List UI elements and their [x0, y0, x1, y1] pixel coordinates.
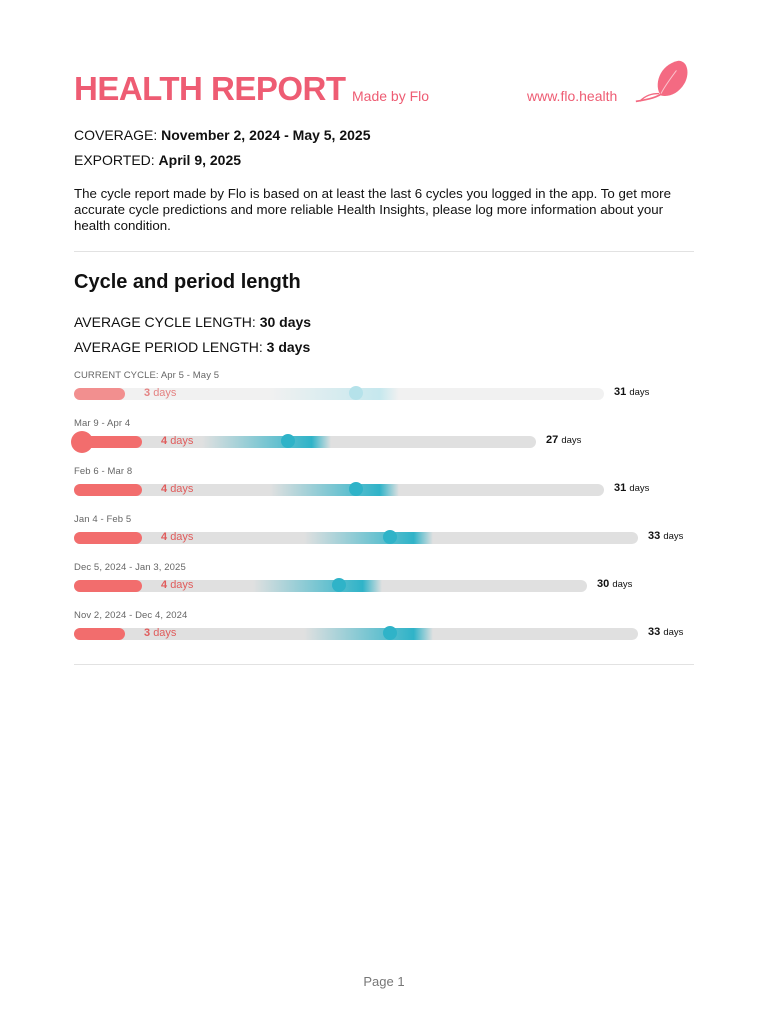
period-length-unit: days — [170, 579, 194, 591]
feather-logo-icon — [632, 56, 690, 108]
ovulation-dot — [383, 530, 397, 544]
avg-period-length — [74, 339, 310, 355]
cycle-row — [74, 610, 694, 658]
fertile-window — [304, 532, 433, 544]
period-bar — [74, 580, 142, 592]
period-length-unit: days — [153, 387, 177, 399]
period-length-text — [161, 579, 193, 591]
period-bar — [74, 484, 142, 496]
cycle-length-text — [648, 626, 683, 638]
cycle-row — [74, 562, 694, 610]
cycle-range-label: Mar 9 - Apr 4 — [74, 418, 131, 429]
cycle-length-unit: days — [612, 579, 633, 590]
ovulation-dot — [281, 434, 295, 448]
period-length-unit: days — [170, 531, 194, 543]
divider-bottom — [74, 664, 694, 665]
cycle-length-unit: days — [629, 483, 650, 494]
period-length-value: 4 — [161, 579, 168, 591]
exported-line — [74, 152, 241, 168]
fertile-window — [304, 628, 433, 640]
avg-period-label: AVERAGE PERIOD LENGTH: — [74, 339, 267, 355]
ovulation-dot — [383, 626, 397, 640]
cycle-row — [74, 370, 694, 418]
period-length-text — [161, 483, 193, 495]
cycle-range-label: CURRENT CYCLE: Apr 5 - May 5 — [74, 370, 220, 381]
made-by-label: Made by Flo — [352, 88, 430, 104]
period-length-value: 4 — [161, 531, 168, 543]
ovulation-dot — [349, 482, 363, 496]
cycle-list — [74, 370, 694, 658]
intro-paragraph: The cycle report made by Flo is based on at least the last 6 cycles you logged in the app. To get more accurate cycle predictions and more reliable Health Insights, please log more information about your health condition. — [74, 186, 671, 233]
cycle-track — [74, 484, 604, 496]
fertile-window — [270, 388, 399, 400]
marker-dot — [71, 431, 93, 453]
section-title: Cycle and period length — [74, 271, 301, 293]
cycle-row — [74, 466, 694, 514]
period-length-unit: days — [153, 627, 177, 639]
cycle-track — [74, 436, 536, 448]
avg-cycle-length — [74, 314, 311, 330]
cycle-track — [74, 388, 604, 400]
period-length-text — [161, 435, 193, 447]
report-header — [74, 70, 694, 110]
cycle-length-text — [597, 578, 632, 590]
cycle-length-unit: days — [663, 531, 684, 542]
period-length-value: 4 — [161, 435, 168, 447]
period-length-value: 3 — [144, 387, 151, 399]
cycle-length-text — [648, 530, 683, 542]
cycle-length-value: 27 — [546, 434, 559, 446]
cycle-length-value: 31 — [614, 386, 627, 398]
cycle-track — [74, 628, 638, 640]
cycle-length-unit: days — [629, 387, 650, 398]
ovulation-dot — [332, 578, 346, 592]
cycle-track — [74, 532, 638, 544]
period-length-value: 4 — [161, 483, 168, 495]
cycle-track — [74, 580, 587, 592]
cycle-range-label: Dec 5, 2024 - Jan 3, 2025 — [74, 562, 186, 573]
cycle-length-text — [614, 482, 649, 494]
coverage-line — [74, 127, 370, 143]
cycle-range-label: Feb 6 - Mar 8 — [74, 466, 133, 477]
fertile-window — [253, 580, 382, 592]
cycle-range-label: Jan 4 - Feb 5 — [74, 514, 132, 525]
period-bar — [74, 388, 125, 400]
divider-top — [74, 251, 694, 252]
period-length-unit: days — [170, 435, 194, 447]
cycle-length-text — [614, 386, 649, 398]
cycle-length-value: 33 — [648, 530, 661, 542]
period-bar — [74, 532, 142, 544]
exported-value: April 9, 2025 — [158, 152, 242, 168]
page-number: Page 1 — [363, 974, 405, 989]
avg-period-value: 3 days — [266, 339, 311, 355]
avg-cycle-label: AVERAGE CYCLE LENGTH: — [74, 314, 260, 330]
cycle-length-unit: days — [561, 435, 582, 446]
fertile-window — [202, 436, 331, 448]
period-length-text — [144, 387, 176, 399]
cycle-row — [74, 514, 694, 562]
period-length-unit: days — [170, 483, 194, 495]
cycle-length-value: 33 — [648, 626, 661, 638]
period-length-value: 3 — [144, 627, 151, 639]
website-link[interactable]: www.flo.health — [527, 88, 618, 104]
cycle-length-unit: days — [663, 627, 684, 638]
coverage-value: November 2, 2024 - May 5, 2025 — [161, 127, 371, 143]
avg-cycle-value: 30 days — [259, 314, 312, 330]
period-bar — [74, 628, 125, 640]
fertile-window — [270, 484, 399, 496]
cycle-range-label: Nov 2, 2024 - Dec 4, 2024 — [74, 610, 188, 621]
period-length-text — [144, 627, 176, 639]
ovulation-dot — [349, 386, 363, 400]
cycle-row — [74, 418, 694, 466]
coverage-label: COVERAGE: — [74, 127, 162, 143]
cycle-length-text — [546, 434, 581, 446]
period-length-text — [161, 531, 193, 543]
cycle-length-value: 30 — [597, 578, 610, 590]
exported-label: EXPORTED: — [74, 152, 159, 168]
report-title: HEALTH REPORT — [74, 70, 346, 107]
cycle-length-value: 31 — [614, 482, 627, 494]
